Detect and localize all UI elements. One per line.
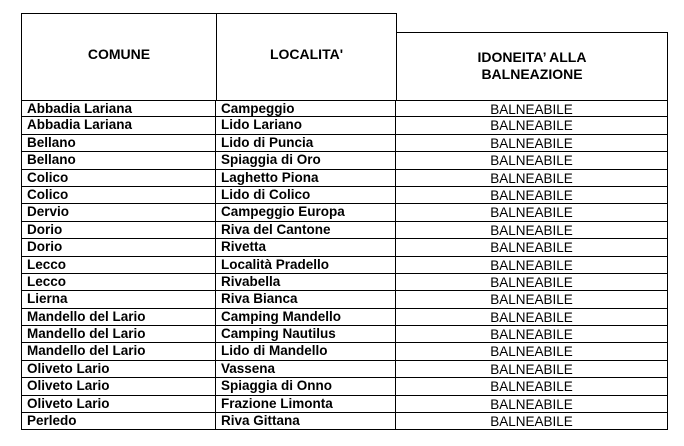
table-row — [21, 326, 668, 343]
comune-cell: Bellano — [21, 152, 216, 168]
localita-cell: Spiaggia di Onno — [216, 378, 396, 394]
table-row — [21, 396, 668, 413]
idoneita-cell: BALNEABILE — [396, 170, 668, 186]
table-row — [21, 413, 668, 430]
localita-cell: Lido di Mandello — [216, 343, 396, 359]
table-row — [21, 204, 668, 221]
idoneita-cell: BALNEABILE — [396, 274, 668, 290]
localita-cell: Campeggio Europa — [216, 204, 396, 220]
table-row — [21, 117, 668, 134]
localita-cell: Lido Lariano — [216, 117, 396, 133]
localita-cell: Rivabella — [216, 274, 396, 290]
comune-cell: Mandello del Lario — [21, 326, 216, 342]
table-row — [21, 343, 668, 360]
header-localita-label: LOCALITA' — [269, 46, 344, 62]
localita-cell: Riva del Cantone — [216, 222, 396, 238]
header-idoneita-label: IDONEITA’ ALLA BALNEAZIONE — [477, 49, 587, 82]
comune-cell: Lierna — [21, 291, 216, 307]
comune-cell: Mandello del Lario — [21, 309, 216, 325]
localita-cell: Campeggio — [216, 101, 396, 116]
comune-cell: Lecco — [21, 274, 216, 290]
localita-cell: Frazione Limonta — [216, 396, 396, 412]
comune-cell: Mandello del Lario — [21, 343, 216, 359]
idoneita-cell: BALNEABILE — [396, 135, 668, 151]
comune-cell: Oliveto Lario — [21, 396, 216, 412]
comune-cell: Bellano — [21, 135, 216, 151]
comune-cell: Colico — [21, 170, 216, 186]
idoneita-cell: BALNEABILE — [396, 101, 668, 116]
table-row — [21, 309, 668, 326]
localita-cell: Laghetto Piona — [216, 170, 396, 186]
table-row — [21, 291, 668, 308]
table-row — [21, 187, 668, 204]
header-comune-label: COMUNE — [87, 46, 151, 62]
idoneita-cell: BALNEABILE — [396, 396, 668, 412]
localita-cell: Lido di Puncia — [216, 135, 396, 151]
table-row — [21, 257, 668, 274]
header-comune — [21, 13, 217, 101]
idoneita-cell: BALNEABILE — [396, 361, 668, 377]
localita-cell: Riva Bianca — [216, 291, 396, 307]
table-row — [21, 152, 668, 169]
table-row — [21, 135, 668, 152]
comune-cell: Dorio — [21, 222, 216, 238]
idoneita-cell: BALNEABILE — [396, 239, 668, 255]
table-row — [21, 100, 668, 117]
localita-cell: Lido di Colico — [216, 187, 396, 203]
table-row — [21, 274, 668, 291]
comune-cell: Dorio — [21, 239, 216, 255]
comune-cell: Colico — [21, 187, 216, 203]
idoneita-cell: BALNEABILE — [396, 257, 668, 273]
idoneita-cell: BALNEABILE — [396, 378, 668, 394]
comune-cell: Oliveto Lario — [21, 378, 216, 394]
header-localita — [216, 13, 397, 101]
idoneita-cell: BALNEABILE — [396, 343, 668, 359]
localita-cell: Spiaggia di Oro — [216, 152, 396, 168]
localita-cell: Vassena — [216, 361, 396, 377]
table-row — [21, 222, 668, 239]
table-row — [21, 239, 668, 256]
idoneita-cell: BALNEABILE — [396, 117, 668, 133]
comune-cell: Dervio — [21, 204, 216, 220]
idoneita-cell: BALNEABILE — [396, 222, 668, 238]
idoneita-cell: BALNEABILE — [396, 309, 668, 325]
comune-cell: Perledo — [21, 413, 216, 429]
table-row — [21, 378, 668, 395]
idoneita-cell: BALNEABILE — [396, 413, 668, 429]
localita-cell: Riva Gittana — [216, 413, 396, 429]
table-row — [21, 170, 668, 187]
comune-cell: Lecco — [21, 257, 216, 273]
idoneita-cell: BALNEABILE — [396, 326, 668, 342]
localita-cell: Rivetta — [216, 239, 396, 255]
idoneita-cell: BALNEABILE — [396, 152, 668, 168]
localita-cell: Camping Nautilus — [216, 326, 396, 342]
table-body — [21, 100, 668, 430]
localita-cell: Camping Mandello — [216, 309, 396, 325]
comune-cell: Abbadia Lariana — [21, 117, 216, 133]
idoneita-cell: BALNEABILE — [396, 187, 668, 203]
table-row — [21, 361, 668, 378]
idoneita-cell: BALNEABILE — [396, 204, 668, 220]
comune-cell: Oliveto Lario — [21, 361, 216, 377]
localita-cell: Località Pradello — [216, 257, 396, 273]
header-idoneita — [396, 32, 668, 101]
comune-cell: Abbadia Lariana — [21, 101, 216, 116]
idoneita-cell: BALNEABILE — [396, 291, 668, 307]
